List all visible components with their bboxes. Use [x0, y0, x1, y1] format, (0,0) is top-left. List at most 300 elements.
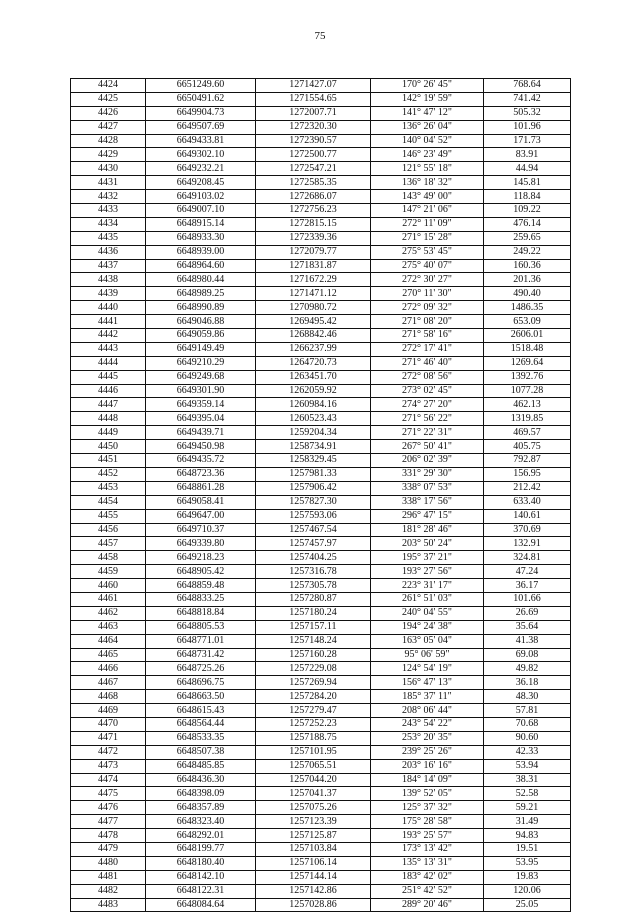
bearing-cell: 272° 09' 32"	[371, 301, 484, 315]
bearing-cell: 184° 14' 09"	[371, 773, 484, 787]
bearing-cell: 272° 11' 09"	[371, 217, 484, 231]
distance-cell: 1392.76	[484, 370, 571, 384]
point-number-cell: 4433	[71, 204, 146, 218]
distance-cell: 38.31	[484, 773, 571, 787]
x-coordinate-cell: 6648818.84	[146, 606, 256, 620]
table-row	[71, 884, 571, 898]
y-coordinate-cell: 1257142.86	[256, 884, 371, 898]
bearing-cell: 275° 40' 07"	[371, 259, 484, 273]
y-coordinate-cell: 1257593.06	[256, 509, 371, 523]
distance-cell: 25.05	[484, 898, 571, 912]
y-coordinate-cell: 1271554.65	[256, 92, 371, 106]
y-coordinate-cell: 1268842.46	[256, 329, 371, 343]
y-coordinate-cell: 1257457.97	[256, 537, 371, 551]
point-number-cell: 4463	[71, 620, 146, 634]
distance-cell: 1518.48	[484, 342, 571, 356]
table-row	[71, 579, 571, 593]
distance-cell: 109.22	[484, 204, 571, 218]
distance-cell: 249.22	[484, 245, 571, 259]
point-number-cell: 4455	[71, 509, 146, 523]
y-coordinate-cell: 1260523.43	[256, 412, 371, 426]
distance-cell: 57.81	[484, 704, 571, 718]
y-coordinate-cell: 1269495.42	[256, 315, 371, 329]
bearing-cell: 95° 06' 59"	[371, 648, 484, 662]
distance-cell: 462.13	[484, 398, 571, 412]
bearing-cell: 173° 13' 42"	[371, 842, 484, 856]
y-coordinate-cell: 1263451.70	[256, 370, 371, 384]
x-coordinate-cell: 6648323.40	[146, 815, 256, 829]
point-number-cell: 4446	[71, 384, 146, 398]
distance-cell: 259.65	[484, 231, 571, 245]
point-number-cell: 4467	[71, 676, 146, 690]
distance-cell: 118.84	[484, 190, 571, 204]
x-coordinate-cell: 6648989.25	[146, 287, 256, 301]
point-number-cell: 4468	[71, 690, 146, 704]
table-row	[71, 495, 571, 509]
distance-cell: 653.09	[484, 315, 571, 329]
x-coordinate-cell: 6649433.81	[146, 134, 256, 148]
bearing-cell: 136° 18' 32"	[371, 176, 484, 190]
bearing-cell: 203° 16' 16"	[371, 759, 484, 773]
point-number-cell: 4439	[71, 287, 146, 301]
y-coordinate-cell: 1258329.45	[256, 454, 371, 468]
table-row	[71, 662, 571, 676]
y-coordinate-cell: 1258734.91	[256, 440, 371, 454]
point-number-cell: 4427	[71, 120, 146, 134]
point-number-cell: 4475	[71, 787, 146, 801]
y-coordinate-cell: 1272320.30	[256, 120, 371, 134]
y-coordinate-cell: 1257269.94	[256, 676, 371, 690]
point-number-cell: 4448	[71, 412, 146, 426]
point-number-cell: 4435	[71, 231, 146, 245]
table-row	[71, 92, 571, 106]
y-coordinate-cell: 1272585.35	[256, 176, 371, 190]
y-coordinate-cell: 1257101.95	[256, 745, 371, 759]
point-number-cell: 4431	[71, 176, 146, 190]
x-coordinate-cell: 6648436.30	[146, 773, 256, 787]
y-coordinate-cell: 1271831.87	[256, 259, 371, 273]
bearing-cell: 271° 58' 16"	[371, 329, 484, 343]
y-coordinate-cell: 1257125.87	[256, 829, 371, 843]
x-coordinate-cell: 6648398.09	[146, 787, 256, 801]
x-coordinate-cell: 6649647.00	[146, 509, 256, 523]
distance-cell: 120.06	[484, 884, 571, 898]
y-coordinate-cell: 1257065.51	[256, 759, 371, 773]
table-row	[71, 537, 571, 551]
table-row	[71, 287, 571, 301]
x-coordinate-cell: 6648696.75	[146, 676, 256, 690]
x-coordinate-cell: 6648122.31	[146, 884, 256, 898]
coordinates-table	[70, 78, 571, 912]
bearing-cell: 194° 24' 38"	[371, 620, 484, 634]
x-coordinate-cell: 6649007.10	[146, 204, 256, 218]
y-coordinate-cell: 1257041.37	[256, 787, 371, 801]
point-number-cell: 4478	[71, 829, 146, 843]
table-row	[71, 717, 571, 731]
distance-cell: 490.40	[484, 287, 571, 301]
x-coordinate-cell: 6649395.04	[146, 412, 256, 426]
y-coordinate-cell: 1259204.34	[256, 426, 371, 440]
bearing-cell: 271° 46' 40"	[371, 356, 484, 370]
distance-cell: 101.66	[484, 592, 571, 606]
table-row	[71, 176, 571, 190]
bearing-cell: 181° 28' 46"	[371, 523, 484, 537]
y-coordinate-cell: 1257284.20	[256, 690, 371, 704]
distance-cell: 1319.85	[484, 412, 571, 426]
point-number-cell: 4457	[71, 537, 146, 551]
y-coordinate-cell: 1257279.47	[256, 704, 371, 718]
bearing-cell: 208° 06' 44"	[371, 704, 484, 718]
table-row	[71, 79, 571, 93]
bearing-cell: 296° 47' 15"	[371, 509, 484, 523]
point-number-cell: 4462	[71, 606, 146, 620]
bearing-cell: 240° 04' 55"	[371, 606, 484, 620]
table-row	[71, 842, 571, 856]
x-coordinate-cell: 6649208.45	[146, 176, 256, 190]
table-row	[71, 870, 571, 884]
distance-cell: 476.14	[484, 217, 571, 231]
point-number-cell: 4481	[71, 870, 146, 884]
table-row	[71, 676, 571, 690]
bearing-cell: 239° 25' 26"	[371, 745, 484, 759]
table-row	[71, 162, 571, 176]
distance-cell: 83.91	[484, 148, 571, 162]
y-coordinate-cell: 1272686.07	[256, 190, 371, 204]
distance-cell: 53.94	[484, 759, 571, 773]
x-coordinate-cell: 6648915.14	[146, 217, 256, 231]
distance-cell: 156.95	[484, 467, 571, 481]
x-coordinate-cell: 6648731.42	[146, 648, 256, 662]
bearing-cell: 141° 47' 12"	[371, 106, 484, 120]
x-coordinate-cell: 6648833.25	[146, 592, 256, 606]
y-coordinate-cell: 1257252.23	[256, 717, 371, 731]
table-row	[71, 634, 571, 648]
bearing-cell: 124° 54' 19"	[371, 662, 484, 676]
bearing-cell: 156° 47' 13"	[371, 676, 484, 690]
x-coordinate-cell: 6648933.30	[146, 231, 256, 245]
table-row	[71, 551, 571, 565]
bearing-cell: 331° 29' 30"	[371, 467, 484, 481]
point-number-cell: 4458	[71, 551, 146, 565]
distance-cell: 405.75	[484, 440, 571, 454]
bearing-cell: 272° 30' 27"	[371, 273, 484, 287]
point-number-cell: 4426	[71, 106, 146, 120]
table-row	[71, 787, 571, 801]
bearing-cell: 338° 07' 53"	[371, 481, 484, 495]
table-row	[71, 773, 571, 787]
y-coordinate-cell: 1257106.14	[256, 856, 371, 870]
point-number-cell: 4474	[71, 773, 146, 787]
table-row	[71, 467, 571, 481]
distance-cell: 70.68	[484, 717, 571, 731]
y-coordinate-cell: 1272756.23	[256, 204, 371, 218]
x-coordinate-cell: 6649507.69	[146, 120, 256, 134]
bearing-cell: 338° 17' 56"	[371, 495, 484, 509]
point-number-cell: 4460	[71, 579, 146, 593]
bearing-cell: 147° 21' 06"	[371, 204, 484, 218]
x-coordinate-cell: 6648084.64	[146, 898, 256, 912]
x-coordinate-cell: 6649210.29	[146, 356, 256, 370]
y-coordinate-cell: 1271672.29	[256, 273, 371, 287]
table-row	[71, 245, 571, 259]
y-coordinate-cell: 1257044.20	[256, 773, 371, 787]
distance-cell: 35.64	[484, 620, 571, 634]
table-row	[71, 398, 571, 412]
x-coordinate-cell: 6649339.80	[146, 537, 256, 551]
table-row	[71, 690, 571, 704]
distance-cell: 505.32	[484, 106, 571, 120]
bearing-cell: 271° 56' 22"	[371, 412, 484, 426]
y-coordinate-cell: 1271471.12	[256, 287, 371, 301]
table-row	[71, 481, 571, 495]
point-number-cell: 4477	[71, 815, 146, 829]
x-coordinate-cell: 6648357.89	[146, 801, 256, 815]
table-row	[71, 592, 571, 606]
distance-cell: 94.83	[484, 829, 571, 843]
y-coordinate-cell: 1272500.77	[256, 148, 371, 162]
bearing-cell: 143° 49' 00"	[371, 190, 484, 204]
x-coordinate-cell: 6649302.10	[146, 148, 256, 162]
table-row	[71, 426, 571, 440]
point-number-cell: 4438	[71, 273, 146, 287]
table-row	[71, 217, 571, 231]
distance-cell: 31.49	[484, 815, 571, 829]
x-coordinate-cell: 6648939.00	[146, 245, 256, 259]
bearing-cell: 261° 51' 03"	[371, 592, 484, 606]
y-coordinate-cell: 1272339.36	[256, 231, 371, 245]
y-coordinate-cell: 1257280.87	[256, 592, 371, 606]
distance-cell: 324.81	[484, 551, 571, 565]
distance-cell: 792.87	[484, 454, 571, 468]
table-row	[71, 440, 571, 454]
point-number-cell: 4470	[71, 717, 146, 731]
point-number-cell: 4473	[71, 759, 146, 773]
point-number-cell: 4480	[71, 856, 146, 870]
point-number-cell: 4454	[71, 495, 146, 509]
distance-cell: 44.94	[484, 162, 571, 176]
distance-cell: 160.36	[484, 259, 571, 273]
table-row	[71, 356, 571, 370]
bearing-cell: 271° 15' 28"	[371, 231, 484, 245]
y-coordinate-cell: 1257188.75	[256, 731, 371, 745]
distance-cell: 145.81	[484, 176, 571, 190]
y-coordinate-cell: 1257180.24	[256, 606, 371, 620]
point-number-cell: 4461	[71, 592, 146, 606]
bearing-cell: 125° 37' 32"	[371, 801, 484, 815]
table-row	[71, 815, 571, 829]
table-row	[71, 329, 571, 343]
y-coordinate-cell: 1262059.92	[256, 384, 371, 398]
point-number-cell: 4425	[71, 92, 146, 106]
point-number-cell: 4429	[71, 148, 146, 162]
bearing-cell: 206° 02' 39"	[371, 454, 484, 468]
point-number-cell: 4453	[71, 481, 146, 495]
x-coordinate-cell: 6648564.44	[146, 717, 256, 731]
distance-cell: 36.17	[484, 579, 571, 593]
y-coordinate-cell: 1257404.25	[256, 551, 371, 565]
table-row	[71, 120, 571, 134]
x-coordinate-cell: 6651249.60	[146, 79, 256, 93]
bearing-cell: 139° 52' 05"	[371, 787, 484, 801]
y-coordinate-cell: 1272815.15	[256, 217, 371, 231]
y-coordinate-cell: 1257906.42	[256, 481, 371, 495]
y-coordinate-cell: 1257305.78	[256, 579, 371, 593]
x-coordinate-cell: 6649435.72	[146, 454, 256, 468]
distance-cell: 469.57	[484, 426, 571, 440]
point-number-cell: 4441	[71, 315, 146, 329]
bearing-cell: 275° 53' 45"	[371, 245, 484, 259]
point-number-cell: 4451	[71, 454, 146, 468]
x-coordinate-cell: 6648725.26	[146, 662, 256, 676]
point-number-cell: 4428	[71, 134, 146, 148]
bearing-cell: 136° 26' 04"	[371, 120, 484, 134]
distance-cell: 49.82	[484, 662, 571, 676]
y-coordinate-cell: 1272007.71	[256, 106, 371, 120]
y-coordinate-cell: 1257316.78	[256, 565, 371, 579]
y-coordinate-cell: 1271427.07	[256, 79, 371, 93]
bearing-cell: 121° 55' 18"	[371, 162, 484, 176]
y-coordinate-cell: 1260984.16	[256, 398, 371, 412]
bearing-cell: 289° 20' 46"	[371, 898, 484, 912]
distance-cell: 90.60	[484, 731, 571, 745]
bearing-cell: 185° 37' 11"	[371, 690, 484, 704]
bearing-cell: 170° 26' 45"	[371, 79, 484, 93]
distance-cell: 132.91	[484, 537, 571, 551]
point-number-cell: 4447	[71, 398, 146, 412]
table-row	[71, 384, 571, 398]
table-row	[71, 315, 571, 329]
point-number-cell: 4444	[71, 356, 146, 370]
y-coordinate-cell: 1257467.54	[256, 523, 371, 537]
x-coordinate-cell: 6649058.41	[146, 495, 256, 509]
coordinates-table-body	[71, 79, 571, 912]
x-coordinate-cell: 6648533.35	[146, 731, 256, 745]
x-coordinate-cell: 6648859.48	[146, 579, 256, 593]
bearing-cell: 140° 04' 52"	[371, 134, 484, 148]
bearing-cell: 273° 02' 45"	[371, 384, 484, 398]
x-coordinate-cell: 6648980.44	[146, 273, 256, 287]
bearing-cell: 193° 25' 57"	[371, 829, 484, 843]
point-number-cell: 4442	[71, 329, 146, 343]
table-row	[71, 190, 571, 204]
bearing-cell: 253° 20' 35"	[371, 731, 484, 745]
point-number-cell: 4437	[71, 259, 146, 273]
bearing-cell: 203° 50' 24"	[371, 537, 484, 551]
distance-cell: 1269.64	[484, 356, 571, 370]
table-row	[71, 231, 571, 245]
point-number-cell: 4456	[71, 523, 146, 537]
point-number-cell: 4449	[71, 426, 146, 440]
x-coordinate-cell: 6649059.86	[146, 329, 256, 343]
distance-cell: 59.21	[484, 801, 571, 815]
point-number-cell: 4459	[71, 565, 146, 579]
point-number-cell: 4476	[71, 801, 146, 815]
point-number-cell: 4472	[71, 745, 146, 759]
distance-cell: 26.69	[484, 606, 571, 620]
point-number-cell: 4450	[71, 440, 146, 454]
table-row	[71, 704, 571, 718]
table-row	[71, 523, 571, 537]
point-number-cell: 4452	[71, 467, 146, 481]
distance-cell: 2606.01	[484, 329, 571, 343]
y-coordinate-cell: 1272079.77	[256, 245, 371, 259]
table-row	[71, 745, 571, 759]
x-coordinate-cell: 6648805.53	[146, 620, 256, 634]
distance-cell: 741.42	[484, 92, 571, 106]
bearing-cell: 267° 50' 41"	[371, 440, 484, 454]
x-coordinate-cell: 6649359.14	[146, 398, 256, 412]
table-row	[71, 620, 571, 634]
x-coordinate-cell: 6648615.43	[146, 704, 256, 718]
distance-cell: 101.96	[484, 120, 571, 134]
x-coordinate-cell: 6648199.77	[146, 842, 256, 856]
point-number-cell: 4464	[71, 634, 146, 648]
bearing-cell: 135° 13' 31"	[371, 856, 484, 870]
x-coordinate-cell: 6648990.89	[146, 301, 256, 315]
x-coordinate-cell: 6648292.01	[146, 829, 256, 843]
distance-cell: 201.36	[484, 273, 571, 287]
point-number-cell: 4465	[71, 648, 146, 662]
table-row	[71, 454, 571, 468]
point-number-cell: 4482	[71, 884, 146, 898]
x-coordinate-cell: 6648861.28	[146, 481, 256, 495]
x-coordinate-cell: 6649103.02	[146, 190, 256, 204]
distance-cell: 19.83	[484, 870, 571, 884]
x-coordinate-cell: 6649904.73	[146, 106, 256, 120]
table-row	[71, 342, 571, 356]
point-number-cell: 4466	[71, 662, 146, 676]
table-row	[71, 731, 571, 745]
distance-cell: 633.40	[484, 495, 571, 509]
bearing-cell: 183° 42' 02"	[371, 870, 484, 884]
table-row	[71, 565, 571, 579]
table-row	[71, 606, 571, 620]
y-coordinate-cell: 1257160.28	[256, 648, 371, 662]
y-coordinate-cell: 1257148.24	[256, 634, 371, 648]
distance-cell: 48.30	[484, 690, 571, 704]
y-coordinate-cell: 1266237.99	[256, 342, 371, 356]
distance-cell: 69.08	[484, 648, 571, 662]
x-coordinate-cell: 6648180.40	[146, 856, 256, 870]
bearing-cell: 270° 11' 30"	[371, 287, 484, 301]
table-row	[71, 801, 571, 815]
point-number-cell: 4443	[71, 342, 146, 356]
bearing-cell: 175° 28' 58"	[371, 815, 484, 829]
distance-cell: 1077.28	[484, 384, 571, 398]
x-coordinate-cell: 6648771.01	[146, 634, 256, 648]
bearing-cell: 251° 42' 52"	[371, 884, 484, 898]
bearing-cell: 243° 54' 22"	[371, 717, 484, 731]
y-coordinate-cell: 1272547.21	[256, 162, 371, 176]
bearing-cell: 271° 22' 31"	[371, 426, 484, 440]
point-number-cell: 4432	[71, 190, 146, 204]
x-coordinate-cell: 6649301.90	[146, 384, 256, 398]
point-number-cell: 4434	[71, 217, 146, 231]
table-row	[71, 648, 571, 662]
distance-cell: 140.61	[484, 509, 571, 523]
table-row	[71, 301, 571, 315]
table-row	[71, 106, 571, 120]
point-number-cell: 4483	[71, 898, 146, 912]
x-coordinate-cell: 6649710.37	[146, 523, 256, 537]
distance-cell: 42.33	[484, 745, 571, 759]
distance-cell: 47.24	[484, 565, 571, 579]
y-coordinate-cell: 1272390.57	[256, 134, 371, 148]
x-coordinate-cell: 6649439.71	[146, 426, 256, 440]
y-coordinate-cell: 1264720.73	[256, 356, 371, 370]
point-number-cell: 4445	[71, 370, 146, 384]
table-row	[71, 509, 571, 523]
